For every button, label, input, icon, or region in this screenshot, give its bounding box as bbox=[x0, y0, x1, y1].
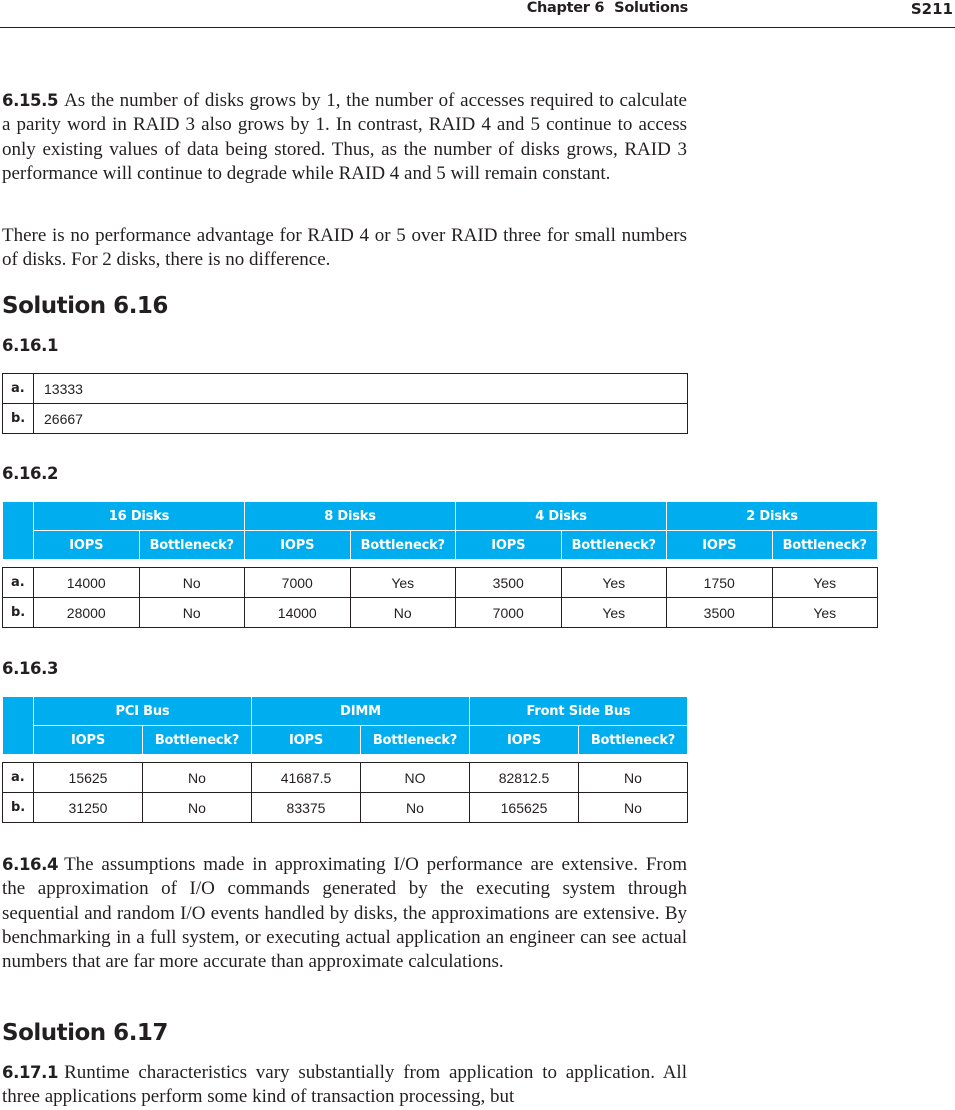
table-group-header-row bbox=[3, 697, 688, 726]
row-label: a. bbox=[3, 568, 34, 598]
table-cell: No bbox=[361, 793, 470, 823]
solution-6-16-heading: Solution 6.16 bbox=[2, 293, 168, 319]
column-header: Bottleneck? bbox=[139, 531, 245, 560]
table-row bbox=[3, 404, 688, 434]
table-spacer bbox=[3, 560, 878, 568]
column-header: Bottleneck? bbox=[772, 531, 878, 560]
table-cell: 1750 bbox=[667, 568, 773, 598]
row-label: b. bbox=[3, 793, 34, 823]
section-6-16-3-heading: 6.16.3 bbox=[2, 659, 59, 678]
header-corner bbox=[3, 697, 34, 755]
column-group-header: PCI Bus bbox=[34, 697, 252, 726]
table-cell: 7000 bbox=[245, 568, 351, 598]
table-cell: No bbox=[579, 793, 688, 823]
table-cell: Yes bbox=[772, 568, 878, 598]
table-cell: 3500 bbox=[667, 598, 773, 628]
column-group-header: Front Side Bus bbox=[470, 697, 688, 726]
column-group-header: 8 Disks bbox=[245, 502, 456, 531]
table-row bbox=[3, 374, 688, 404]
paragraph-raid-advantage: There is no performance advantage for RAID 4 or 5 over RAID three for small numbers of disks. For 2 disks, there is no difference. bbox=[2, 225, 687, 271]
table-cell: No bbox=[139, 568, 245, 598]
column-header: IOPS bbox=[456, 531, 562, 560]
paragraph-6-17-1: 6.17.1 Runtime characteristics vary substantially from application to application. All three applications perform some kind of transaction processing, but bbox=[2, 1062, 687, 1108]
table-cell: 15625 bbox=[34, 763, 143, 793]
chapter-title: Chapter 6 Solutions bbox=[526, 0, 688, 16]
table-6-16-1 bbox=[2, 373, 688, 434]
column-header: Bottleneck? bbox=[579, 726, 688, 755]
table-cell: 13333 bbox=[34, 374, 688, 404]
table-cell: No bbox=[143, 763, 252, 793]
paragraph-6-16-4: 6.16.4 The assumptions made in approximating I/O performance are extensive. From the approximation of I/O commands generated by the executing system through sequential and random I/O events handled by disks, the approximations are extensive. By benchmarking in a full system, or executing actual application an engineer can see actual numbers that are far more accurate than approximate calculations. bbox=[2, 854, 687, 973]
column-header: Bottleneck? bbox=[350, 531, 456, 560]
column-header: Bottleneck? bbox=[361, 726, 470, 755]
table-6-16-3 bbox=[2, 696, 688, 823]
row-label: b. bbox=[3, 598, 34, 628]
table-row bbox=[3, 598, 878, 628]
section-6-16-2-heading: 6.16.2 bbox=[2, 464, 59, 483]
column-header: IOPS bbox=[34, 726, 143, 755]
table-cell: 7000 bbox=[456, 598, 562, 628]
row-label: b. bbox=[3, 404, 34, 434]
table-cell: No bbox=[143, 793, 252, 823]
spacer-cell bbox=[3, 755, 688, 763]
table-cell: 31250 bbox=[34, 793, 143, 823]
table-cell: NO bbox=[361, 763, 470, 793]
solution-6-17-heading: Solution 6.17 bbox=[2, 1020, 168, 1046]
table-group-header-row bbox=[3, 502, 878, 531]
row-label: a. bbox=[3, 374, 34, 404]
table-cell: 165625 bbox=[470, 793, 579, 823]
column-group-header: DIMM bbox=[252, 697, 470, 726]
spacer-cell bbox=[3, 560, 878, 568]
table-cell: No bbox=[350, 598, 456, 628]
table-row bbox=[3, 568, 878, 598]
table-row bbox=[3, 763, 688, 793]
table-cell: 28000 bbox=[34, 598, 140, 628]
column-group-header: 2 Disks bbox=[667, 502, 878, 531]
column-header: IOPS bbox=[252, 726, 361, 755]
column-header: IOPS bbox=[245, 531, 351, 560]
table-spacer bbox=[3, 755, 688, 763]
table-sub-header-row bbox=[3, 726, 688, 755]
page-number: S211 bbox=[910, 0, 953, 18]
table-cell: 83375 bbox=[252, 793, 361, 823]
column-group-header: 16 Disks bbox=[34, 502, 245, 531]
table-cell: 3500 bbox=[456, 568, 562, 598]
table-6-16-2 bbox=[2, 501, 878, 628]
table-sub-header-row bbox=[3, 531, 878, 560]
table-cell: 14000 bbox=[245, 598, 351, 628]
paragraph-6-15-5: 6.15.5 As the number of disks grows by 1, the number of accesses required to calculate a parity word in RAID 3 also grows by 1. In contrast, RAID 4 and 5 continue to access only existing values of data being stored. Thus, as the number of disks grows, RAID 3 performance will continue to degrade while RAID 4 and 5 will remain constant. bbox=[2, 90, 687, 184]
table-cell: Yes bbox=[561, 598, 667, 628]
table-cell: 26667 bbox=[34, 404, 688, 434]
table-row bbox=[3, 793, 688, 823]
table-cell: 14000 bbox=[34, 568, 140, 598]
table-cell: Yes bbox=[350, 568, 456, 598]
column-header: IOPS bbox=[667, 531, 773, 560]
column-header: IOPS bbox=[34, 531, 140, 560]
column-header: Bottleneck? bbox=[561, 531, 667, 560]
column-group-header: 4 Disks bbox=[456, 502, 667, 531]
table-cell: No bbox=[579, 763, 688, 793]
section-6-16-1-heading: 6.16.1 bbox=[2, 336, 59, 355]
row-label: a. bbox=[3, 763, 34, 793]
table-cell: 41687.5 bbox=[252, 763, 361, 793]
table-cell: Yes bbox=[772, 598, 878, 628]
table-cell: 82812.5 bbox=[470, 763, 579, 793]
column-header: Bottleneck? bbox=[143, 726, 252, 755]
running-header bbox=[0, 0, 955, 28]
table-cell: No bbox=[139, 598, 245, 628]
column-header: IOPS bbox=[470, 726, 579, 755]
table-cell: Yes bbox=[561, 568, 667, 598]
header-corner bbox=[3, 502, 34, 560]
